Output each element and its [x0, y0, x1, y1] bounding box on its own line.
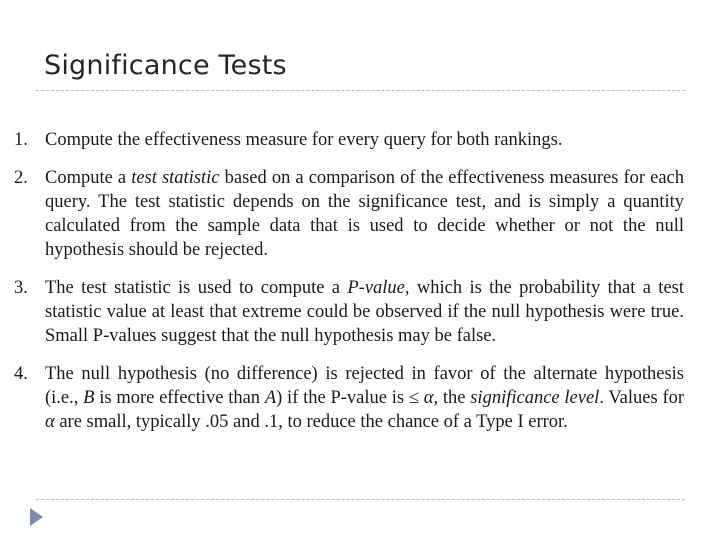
footer-divider: [36, 499, 685, 500]
term-test-statistic: test statistic: [131, 168, 220, 188]
step-number: 3.: [14, 278, 28, 298]
var-b: B: [83, 388, 95, 408]
step-text: [45, 128, 684, 152]
step-text-run: ) if the P-value is ≤: [276, 388, 424, 408]
step-text-run: . Values for: [599, 388, 685, 408]
slide-title: Significance Tests: [44, 50, 287, 81]
var-alpha: α: [423, 388, 434, 408]
term-significance-level: significance level: [470, 388, 600, 408]
step-text-run: Compute the effectiveness measure for every query for both rankings.: [45, 130, 563, 150]
step-text-run: , which is the probability that a test statistic value at least that extreme could be observed if the null hypothesis were true. Small P-values suggest that the null hypothesis may be false.: [45, 278, 684, 346]
step-2: [14, 166, 684, 262]
step-3: [14, 276, 684, 348]
step-text-run: based on a comparison of the effectiveness measures for each query. The test statistic depends on the significance test, and is simply a quantity calculated from the sample data that is used to decide whether or not the null hypothesis should be rejected.: [45, 168, 685, 260]
step-text: [45, 166, 684, 262]
step-text-run: Compute a: [45, 168, 132, 188]
step-text: [45, 362, 684, 434]
var-alpha: α: [45, 412, 55, 432]
step-text-run: The test statistic is used to compute a: [45, 278, 348, 298]
step-number: 1.: [14, 130, 28, 150]
step-number: 4.: [14, 364, 28, 384]
step-text-run: are small, typically .05 and .1, to reduce the chance of a Type I error.: [54, 412, 568, 432]
step-number: 2.: [14, 168, 28, 188]
step-1: [14, 128, 684, 152]
step-text-run: The null hypothesis (no difference) is rejected in favor of the alternate hypothesis (i.e.,: [45, 364, 684, 408]
step-text-run: is more effective than: [94, 388, 265, 408]
steps-list: [14, 128, 684, 448]
title-divider: [36, 90, 685, 91]
var-a: A: [264, 388, 277, 408]
step-text: [45, 276, 684, 348]
step-4: [14, 362, 684, 434]
term-p-value: P-value: [347, 278, 405, 298]
triangle-bullet-icon: [30, 508, 43, 526]
step-text-run: , the: [433, 388, 471, 408]
